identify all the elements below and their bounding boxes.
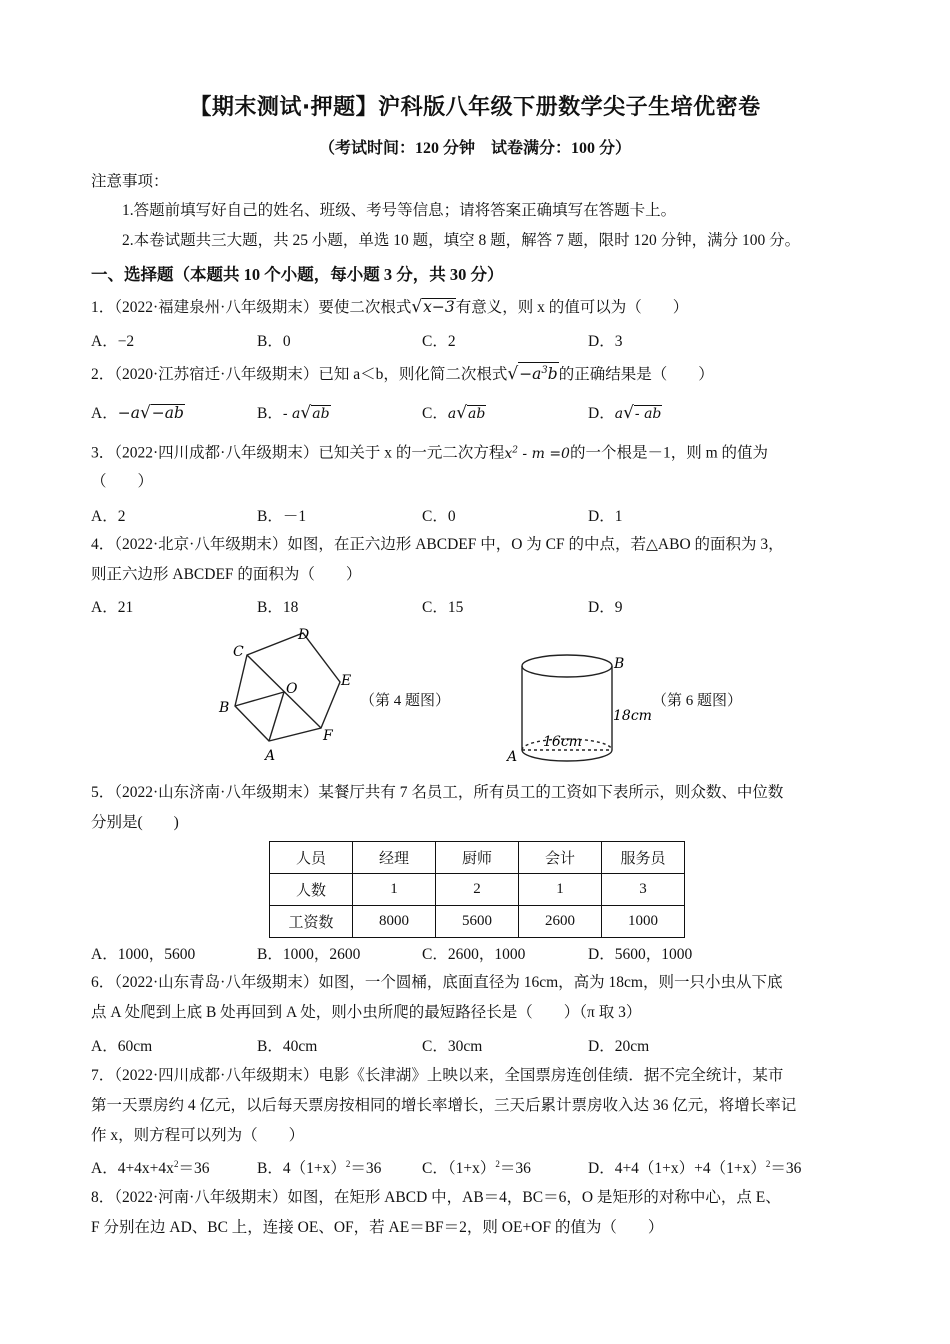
label-c: C [233,644,244,660]
q3-option-b: B．－1 [257,508,307,525]
label-b: B [219,700,230,716]
question-6-line-1: 6．（2022·山东青岛·八年级期末）如图，一个圆桶，底面直径为 16cm，高为 18cm，则一只小虫从下底 [91,974,783,991]
table-row [270,874,685,906]
question-5-line-1: 5．（2022·山东济南·八年级期末）某餐厅共有 7 名员工，所有员工的工资如下表所示，则众数、中位数 [91,784,784,801]
label-a: A [265,748,276,764]
q2-option-a: A．−a√−ab [91,403,184,423]
segment-cf [247,655,321,728]
q4-option-d: D．9 [588,599,623,616]
table-cell: 1000 [602,906,685,938]
q2-stem-post: 的正确结果是（ ） [558,366,714,384]
question-6-line-2: 点 A 处爬到上底 B 处再回到 A 处，则小虫所爬的最短路径长是（ ）（π 取 3） [91,1004,642,1021]
question-7-line-1: 7．（2022·四川成都·八年级期末）电影《长津湖》上映以来，全国票房连创佳绩．据不完全统计，某市 [91,1067,784,1084]
q5-option-a: A．1000，5600 [91,946,196,963]
q1-option-a: A．−2 [91,333,135,350]
radical-sign-icon: √ [411,297,423,317]
q3-option-d: D．1 [588,508,623,525]
wage-table [269,841,685,938]
question-8-line-2: F 分别在边 AD、BC 上，连接 OE、OF，若 AE＝BF＝2，则 OE+OF 的值为（ ） [91,1219,664,1236]
q4-option-b: B．18 [257,599,299,616]
q2-option-c: C．a√ab [422,403,486,423]
table-cell: 2600 [519,906,602,938]
radical-sign-icon: √ [507,364,519,385]
question-2 [91,362,714,385]
segment-bo [235,692,284,706]
figure-6-caption: （第 6 题图） [652,693,743,709]
table-cell: 3 [602,874,685,906]
table-cell: 2 [436,874,519,906]
q1-stem-pre: 1．（2022·福建泉州·八年级期末）要使二次根式 [91,299,412,316]
q3-stem-post: 的一个根是－1，则 m 的值为 [569,444,769,462]
q3-option-c: C．0 [422,508,456,525]
table-cell: 5600 [436,906,519,938]
cylinder-height-label: 18cm [613,708,652,724]
q6-option-b: B．40cm [257,1038,318,1055]
q1-stem-post: 有意义，则 x 的值可以为（ ） [455,299,689,316]
notice-item-2: 2.本卷试题共三大题，共 25 小题，单选 10 题，填空 8 题，解答 7 题，限时 120 分钟，满分 100 分。 [122,232,801,249]
cylinder-bottom-front [522,750,612,761]
q1-option-d: D．3 [588,333,623,350]
label-f: F [323,728,333,744]
table-cell: 工资数 [270,906,353,938]
table-cell: 服务员 [602,842,685,874]
table-cell: 会计 [519,842,602,874]
q5-option-d: D．5600，1000 [588,946,693,963]
question-7-line-3: 作 x，则方程可以列为（ ） [91,1127,305,1144]
section-1-heading: 一、选择题（本题共 10 个小题，每小题 3 分，共 30 分） [91,265,504,284]
question-1 [91,297,688,318]
notice-item-1: 1.答题前填写好自己的姓名、班级、考号等信息；请将答案正确填写在答题卡上。 [122,202,677,219]
q2-option-d: D．a√- ab [588,403,662,423]
q5-option-c: C．2600，1000 [422,946,526,963]
table-cell: 1 [519,874,602,906]
notice-heading: 注意事项： [91,173,169,190]
q2-stem-pre: 2．（2020·江苏宿迁·八年级期末）已知 a＜b，则化简二次根式 [91,366,508,384]
question-5-line-2: 分别是( ) [91,814,179,831]
q3-stem-pre: 3．（2022·四川成都·八年级期末）已知关于 x 的一元二次方程 [91,444,505,462]
cylinder-top [522,655,612,677]
q3-equation: $x^2 - m =0$ [504,445,570,462]
q1-radicand: x−3 [423,298,455,316]
page-title: 【期末测试·押题】沪科版八年级下册数学尖子生培优密卷 [189,95,761,120]
segment-ao [269,692,284,741]
q2-option-b: B．- a√ab [257,403,330,423]
q6-option-c: C．30cm [422,1038,483,1055]
q3-option-a: A．2 [91,508,126,525]
q7-option-d: D．$4+4(1+x)+4(1+x)^2=36$ [588,1158,802,1177]
q1-option-c: C．2 [422,333,456,350]
question-4-line-2: 则正六边形 ABCDEF 的面积为（ ） [91,566,362,583]
q7-option-c: C．$(1+x)^2=36$ [422,1158,531,1177]
cylinder-label-a: A [507,749,518,765]
q5-option-b: B．1000，2600 [257,946,361,963]
label-d: D [298,627,310,643]
table-cell: 8000 [353,906,436,938]
exam-info: （考试时间：120 分钟 试卷满分：100 分） [318,140,631,157]
q6-option-a: A．60cm [91,1038,153,1055]
cylinder-figure [500,648,660,770]
table-cell: 人数 [270,874,353,906]
q4-option-a: A．21 [91,599,134,616]
label-o: O [286,681,298,697]
cylinder-label-b: B [614,656,625,672]
q1-option-b: B．0 [257,333,291,350]
figure-4-caption: （第 4 题图） [360,693,451,709]
table-cell: 厨师 [436,842,519,874]
q7-option-a: A．$4+4x+4x^2=36$ [91,1158,210,1177]
question-3 [91,440,768,464]
hexagon-figure [210,622,360,764]
q4-option-c: C．15 [422,599,464,616]
question-4-line-1: 4．（2022·北京·八年级期末）如图，在正六边形 ABCDEF 中，O 为 CF 的中点，若△ABO 的面积为 3， [91,536,784,553]
q7-option-b: B．$4(1+x)^2=36$ [257,1158,382,1177]
table-cell: 经理 [353,842,436,874]
cylinder-diameter-label: 16cm [543,734,582,750]
q2-radicand: $-a^3b$ [518,362,559,382]
question-7-line-2: 第一天票房约 4 亿元，以后每天票房按相同的增长率增长，三天后累计票房收入达 36 亿元，将增长率记 [91,1097,797,1114]
question-8-line-1: 8．（2022·河南·八年级期末）如图，在矩形 ABCD 中，AB＝4，BC＝6，O 是矩形的对称中心，点 E、 [91,1189,781,1206]
table-cell: 1 [353,874,436,906]
table-cell: 人员 [270,842,353,874]
q3-answer-paren: （ ） [91,473,154,490]
table-row [270,906,685,938]
q6-option-d: D．20cm [588,1038,650,1055]
table-row [270,842,685,874]
label-e: E [341,673,352,689]
